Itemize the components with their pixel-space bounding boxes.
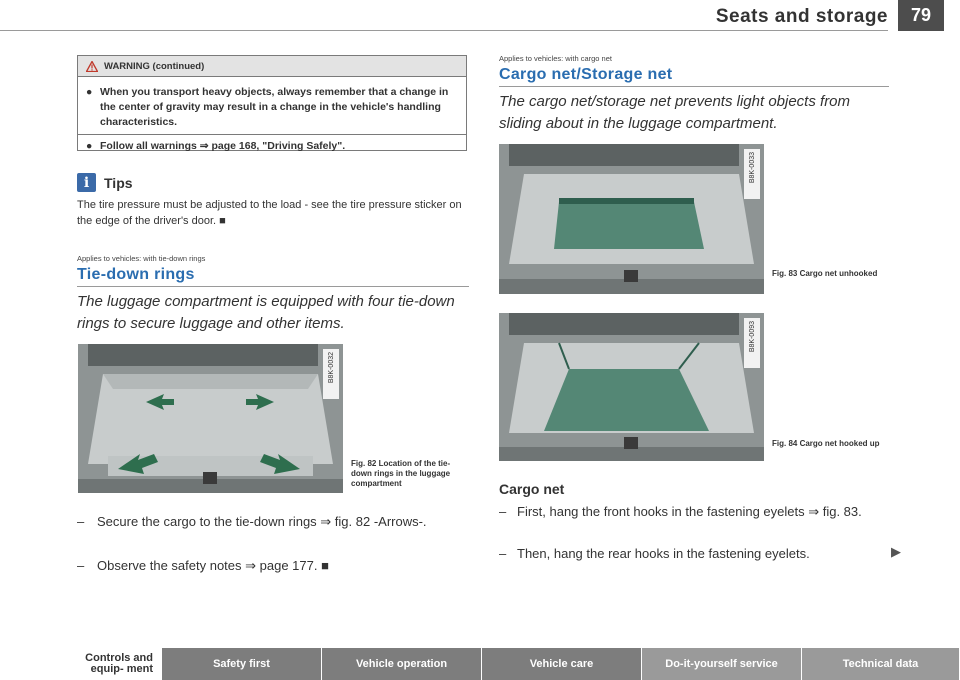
warning-triangle-icon — [86, 61, 98, 72]
section-intro: The cargo net/storage net prevents light objects from sliding about in the luggage compartment. — [499, 93, 851, 132]
warning-item: ● When you transport heavy objects, always remember that a change in the center of gravity may result in a change in the vehicle's handling characteristics. — [86, 86, 449, 128]
section-rule — [499, 86, 889, 87]
tips-heading — [77, 173, 133, 192]
warning-divider — [78, 134, 466, 135]
figure-83-caption: Fig. 83 Cargo net unhooked — [772, 269, 878, 278]
footer-tab-safety[interactable]: Safety first — [162, 648, 322, 680]
figure-code: B8K-0032 — [328, 352, 335, 384]
tips-label: Tips — [104, 174, 133, 191]
footer-tab-diy-service[interactable]: Do-it-yourself service — [642, 648, 802, 680]
footer-tab-vehicle-operation[interactable]: Vehicle operation — [322, 648, 482, 680]
footer-tab-vehicle-care[interactable]: Vehicle care — [482, 648, 642, 680]
step-item: – First, hang the front hooks in the fastening eyelets ⇒ fig. 83. — [499, 504, 862, 519]
warning-heading: WARNING (continued) — [104, 60, 205, 72]
figure-83-photo — [499, 144, 764, 294]
section-title: Tie-down rings — [77, 266, 195, 283]
footer-tab-technical-data[interactable]: Technical data — [802, 648, 960, 680]
warning-header — [78, 56, 466, 77]
bullet-icon: ● — [86, 140, 93, 152]
footer-tab-controls[interactable]: Controls and equip- ment — [0, 648, 162, 680]
cargo-net-subhead: Cargo net — [499, 481, 565, 497]
applies-note: Applies to vehicles: with cargo net — [499, 54, 612, 63]
cargo-net-unhooked-illustration — [499, 144, 764, 294]
section-title: Cargo net/Storage net — [499, 66, 673, 83]
figure-code: B8K-0033 — [749, 152, 756, 184]
footer-nav — [0, 648, 960, 680]
tips-text: The tire pressure must be adjusted to the load - see the tire pressure sticker on the edge of the driver's door. ■ — [77, 199, 462, 227]
figure-code: B8K-0093 — [749, 321, 756, 353]
header-rule — [0, 30, 888, 31]
page-number: 79 — [898, 0, 944, 31]
figure-84-photo — [499, 313, 764, 461]
step-item: – Then, hang the rear hooks in the fastening eyelets. — [499, 546, 810, 561]
warning-box — [77, 55, 467, 151]
continue-arrow-icon: ▶ — [891, 544, 901, 559]
applies-note: Applies to vehicles: with tie-down rings — [77, 254, 206, 263]
warning-item: ● Follow all warnings ⇒ page 168, "Driving Safely". — [86, 140, 346, 152]
running-header: Seats and storage — [715, 6, 888, 27]
trunk-illustration — [78, 344, 343, 493]
section-intro: The luggage compartment is equipped with four tie-down rings to secure luggage and other items. — [77, 293, 455, 332]
section-rule — [77, 286, 469, 287]
figure-82-photo — [78, 344, 343, 493]
bullet-icon: ● — [86, 86, 93, 98]
cargo-net-hooked-illustration — [499, 313, 764, 461]
figure-82-caption: Fig. 82 Location of the tie-down rings in the luggage compartment — [351, 459, 451, 488]
step-item: – Observe the safety notes ⇒ page 177. ■ — [77, 558, 329, 573]
step-item: – Secure the cargo to the tie-down rings ⇒ fig. 82 -Arrows-. — [77, 514, 427, 529]
figure-84-caption: Fig. 84 Cargo net hooked up — [772, 439, 880, 448]
info-icon: i — [77, 173, 96, 192]
